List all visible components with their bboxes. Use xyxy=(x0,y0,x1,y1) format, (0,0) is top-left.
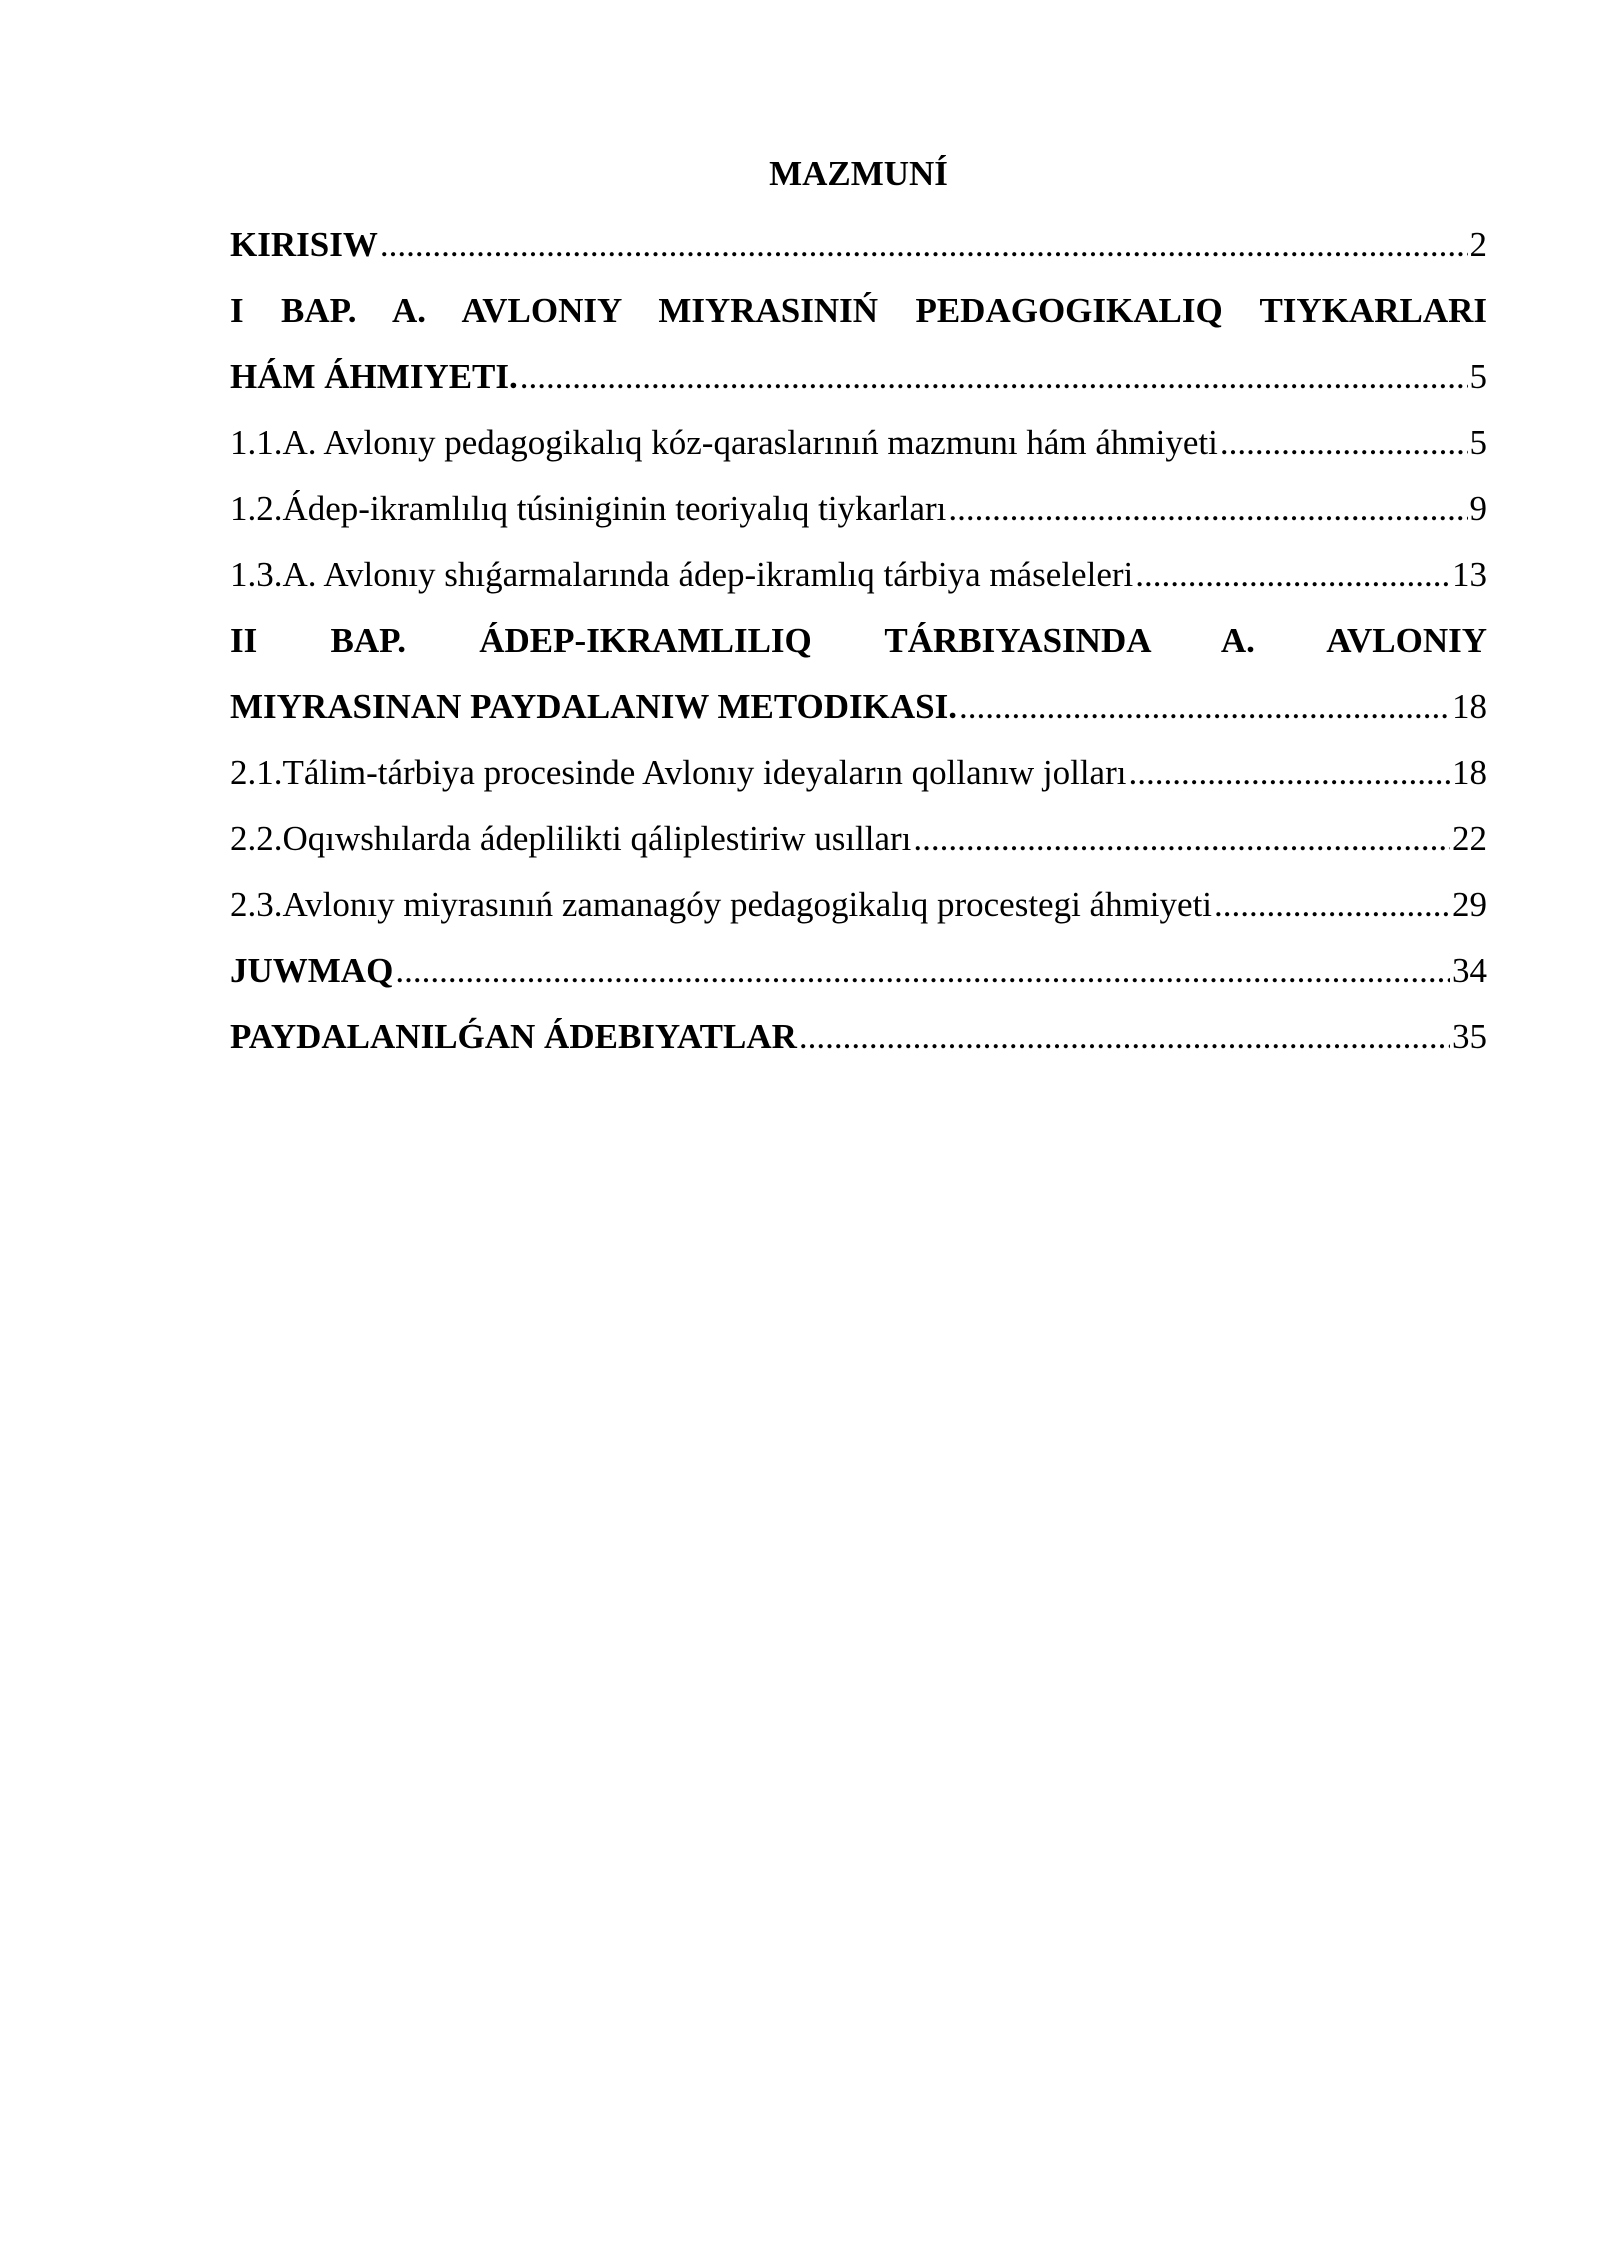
toc-entry-chapter-2[interactable] xyxy=(230,608,1487,740)
toc-entry-label: 1.2.Ádep-ikramlılıq túsiniginin teoriyalıq tiykarları xyxy=(230,489,947,528)
toc-entry-juwmaq[interactable] xyxy=(230,938,1487,1004)
toc-page-number: 34 xyxy=(1452,951,1487,990)
toc-page-number: 18 xyxy=(1452,753,1487,792)
toc-page-number: 18 xyxy=(1452,687,1487,726)
toc-entry-kirisiw[interactable] xyxy=(230,212,1487,278)
toc-entry-label: 2.2.Oqıwshılarda ádeplilikti qáliplestiriw usılları xyxy=(230,819,912,858)
toc-entry-section-2-1[interactable] xyxy=(230,740,1487,806)
toc-entry-label-line1: I BAP. A. AVLONIY MIYRASINIŃ PEDAGOGIKALIQ TIYKARLARI xyxy=(230,291,1487,330)
toc-entry-section-2-2[interactable] xyxy=(230,806,1487,872)
toc-entry-references[interactable] xyxy=(230,1004,1487,1070)
toc-page-number: 13 xyxy=(1452,555,1487,594)
toc-leader-dots xyxy=(959,674,1450,740)
toc-leader-dots xyxy=(1135,542,1450,608)
toc-leader-dots xyxy=(395,938,1450,1004)
toc-entry-chapter-1[interactable] xyxy=(230,278,1487,410)
toc-entry-label: PAYDALANILǴAN ÁDEBIYATLAR xyxy=(230,1017,797,1056)
toc-page-number: 2 xyxy=(1469,225,1487,264)
toc-leader-dots xyxy=(948,476,1467,542)
toc-entry-label: HÁM ÁHMIYETI. xyxy=(230,357,518,396)
toc-page-number: 29 xyxy=(1452,885,1487,924)
document-page xyxy=(230,150,1487,1070)
toc-entry-label: JUWMAQ xyxy=(230,951,394,990)
toc-leader-dots xyxy=(1128,740,1450,806)
toc-page-number: 5 xyxy=(1469,357,1487,396)
toc-entry-label: KIRISIW xyxy=(230,225,378,264)
toc-leader-dots xyxy=(1220,410,1468,476)
toc-entry-section-1-2[interactable] xyxy=(230,476,1487,542)
toc-leader-dots xyxy=(1214,872,1450,938)
toc-entry-label: 1.1.A. Avlonıy pedagogikalıq kóz-qaraslarınıń mazmunı hám áhmiyeti xyxy=(230,423,1218,462)
toc-page-number: 35 xyxy=(1452,1017,1487,1056)
toc-leader-dots xyxy=(520,344,1468,410)
toc-entry-section-1-3[interactable] xyxy=(230,542,1487,608)
toc-page-number: 9 xyxy=(1469,489,1487,528)
toc-entry-label: MIYRASINAN PAYDALANIW METODIKASI. xyxy=(230,687,958,726)
toc-entry-label-line1: II BAP. ÁDEP-IKRAMLILIQ TÁRBIYASINDA A. AVLONIY xyxy=(230,621,1487,660)
toc-entry-section-2-3[interactable] xyxy=(230,872,1487,938)
toc-entry-section-1-1[interactable] xyxy=(230,410,1487,476)
toc-entry-label: 1.3.A. Avlonıy shıǵarmalarında ádep-ikramlıq tárbiya máseleleri xyxy=(230,555,1134,594)
toc-entry-label: 2.1.Tálim-tárbiya procesinde Avlonıy ideyaların qollanıw jolları xyxy=(230,753,1127,792)
toc-entry-label: 2.3.Avlonıy miyrasınıń zamanagóy pedagogikalıq procestegi áhmiyeti xyxy=(230,885,1213,924)
toc-page-number: 22 xyxy=(1452,819,1487,858)
toc-page-number: 5 xyxy=(1469,423,1487,462)
toc-leader-dots xyxy=(913,806,1450,872)
toc-title: MAZMUNÍ xyxy=(769,154,948,193)
toc-leader-dots xyxy=(380,212,1468,278)
toc-leader-dots xyxy=(799,1004,1450,1070)
